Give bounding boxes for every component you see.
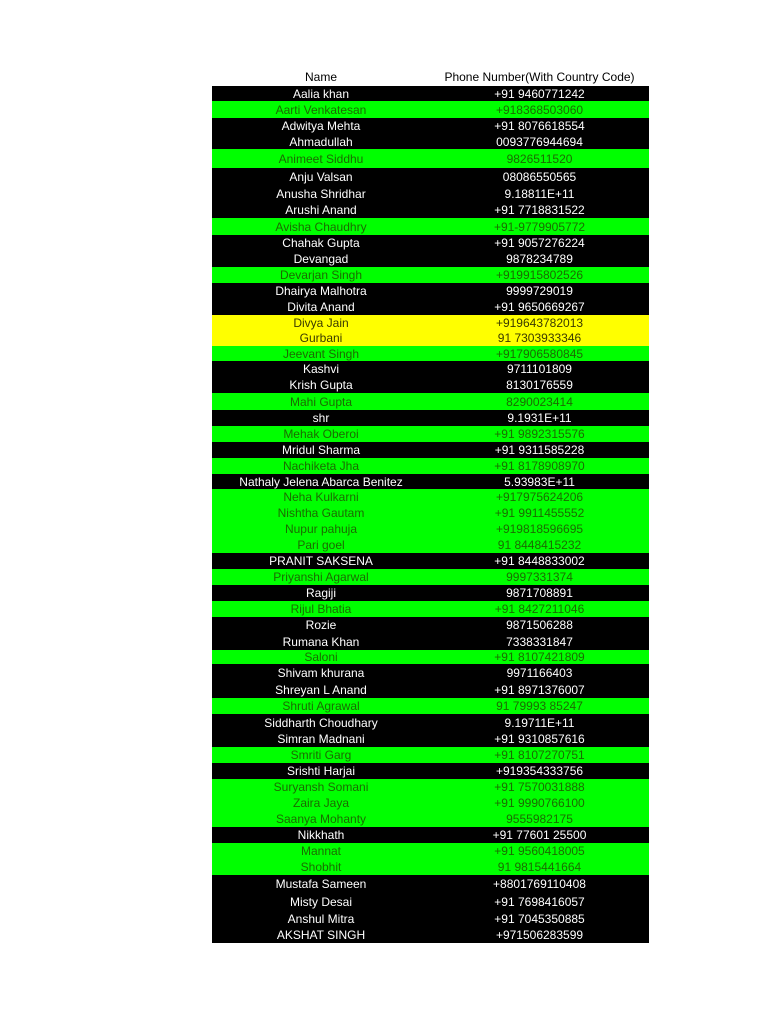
phone-number-cell: +91 7570031888 [494,780,585,794]
table-row [212,521,649,537]
phone-number-cell: 0093776944694 [496,134,583,149]
table-row [212,267,649,283]
phone-number-cell: +91 8076618554 [494,119,585,133]
contact-name-cell: Shreyan L Anand [275,683,367,697]
table-row [212,617,649,633]
phone-number-cell: +91 8107421809 [494,650,585,664]
table-row [212,553,649,569]
table-row [212,489,649,505]
contact-name-cell: Rumana Khan [282,634,360,649]
phone-number-cell: 9971166403 [506,666,573,680]
table-row [212,927,649,943]
phone-number-cell: +91 8448833002 [494,554,585,568]
table-row [212,747,649,763]
contact-name-cell: Krish Gupta [289,378,353,392]
phone-number-cell: +919643782013 [495,315,584,330]
table-row [212,795,649,811]
contact-name-cell: Aarti Venkatesan [275,102,367,117]
phone-number-cell: 9.18811E+11 [504,187,575,201]
phone-number-cell: +91 9911455552 [494,506,585,520]
contact-name-cell: Saanya Mohanty [275,812,367,826]
contact-name-cell: Simran Madnani [277,732,365,746]
contact-name-cell: Jeevant Singh [282,346,360,361]
contact-name-cell: Dhairya Malhotra [275,284,367,298]
table-row [212,235,649,251]
table-row [212,393,649,410]
phone-number-cell: 7338331847 [506,634,573,649]
table-row [212,168,649,186]
contact-name-cell: Avisha Chaudhry [275,219,367,234]
table-row [212,186,649,202]
contact-name-cell: Zaira Jaya [292,796,350,810]
table-row [212,569,649,585]
phone-number-cell: +91 9460771242 [494,86,585,101]
table-row [212,585,649,601]
phone-number-cell: 9.19711E+11 [504,715,575,730]
table-row [212,811,649,827]
contact-name-cell: Srishti Harjai [286,764,355,778]
table-row [212,664,649,682]
contact-name-cell: Nishtha Gautam [277,506,365,520]
phone-number-cell: +918368503060 [495,102,584,117]
phone-number-cell: +8801769110408 [493,876,586,891]
phone-number-cell: +91 9057276224 [494,236,585,250]
table-row [212,101,649,118]
table-row [212,763,649,779]
contact-name-cell: Gurbani [299,331,343,345]
contact-name-cell: Misty Desai [289,894,352,909]
contact-name-cell: Rijul Bhatia [290,602,352,616]
contact-name-cell: Aalia khan [292,86,350,101]
contact-name-cell: PRANIT SAKSENA [269,554,373,568]
phone-number-cell: 91 7303933346 [497,331,582,345]
contact-name-cell: Pari goel [297,538,345,552]
table-row [212,218,649,235]
table-row [212,315,649,330]
table-row [212,251,649,267]
phone-number-cell: +91 8178908970 [494,459,585,473]
contact-name-cell: Nupur pahuja [284,522,358,536]
table-row [212,875,649,892]
phone-number-cell: +91 9650669267 [494,300,585,314]
phone-number-cell: 91 8448415232 [497,538,582,552]
contact-name-cell: Shivam khurana [277,666,365,680]
contact-name-cell: Animeet Siddhu [278,151,364,166]
table-row [212,458,649,474]
contact-name-cell: Nathaly Jelena Abarca Benitez [239,474,403,489]
phone-number-cell: 9871506288 [506,618,573,632]
contact-name-cell: Devangad [293,252,349,266]
contact-name-cell: Ahmadullah [289,134,353,149]
phone-number-cell: 9711101809 [507,362,572,376]
contact-name-cell: Ragiji [305,586,336,600]
table-row [212,330,649,346]
table-row [212,698,649,714]
contact-name-cell: Adwitya Mehta [281,119,361,133]
contact-name-cell: Anshul Mitra [287,912,355,926]
phone-number-cell: 9555982175 [506,812,573,826]
table-row [212,682,649,698]
phone-number-cell: 9871708891 [506,586,573,600]
table-row [212,149,649,168]
contact-name-cell: Suryansh Somani [273,780,369,794]
contact-name-cell: AKSHAT SINGH [276,928,366,942]
phone-column-header: Phone Number(With Country Code) [444,70,635,84]
table-row [212,474,649,489]
contact-name-cell: Rozie [305,618,337,632]
contact-name-cell: Siddharth Choudhary [264,715,378,730]
table-row [212,134,649,149]
phone-number-cell: +91 9310857616 [494,732,585,746]
contact-name-cell: Anusha Shridhar [276,187,366,201]
contact-name-cell: Smriti Garg [290,748,352,762]
contact-name-cell: Divya Jain [293,315,349,330]
table-row [212,377,649,393]
contact-name-cell: Mustafa Sameen [275,876,367,891]
table-row [212,859,649,875]
contact-name-cell: Shobhit [300,860,342,874]
table-row [212,410,649,426]
phone-number-cell: 9878234789 [506,252,573,266]
contact-name-cell: Saloni [304,650,338,664]
phone-number-cell: 9997331374 [506,570,573,584]
phone-number-cell: +919354333756 [495,764,584,778]
phone-number-cell: 9999729019 [506,284,573,298]
contact-name-cell: Neha Kulkarni [283,490,359,504]
phone-number-cell: +91 7045350885 [494,912,585,926]
table-row [212,650,649,664]
table-row [212,86,649,101]
contact-name-cell: Mehak Oberoi [283,427,359,441]
phone-number-cell: 8290023414 [506,394,573,409]
phone-number-cell: 91 79993 85247 [496,699,583,713]
contact-name-cell: Anju Valsan [289,170,353,184]
table-header [212,69,649,86]
table-row [212,714,649,731]
table-row [212,731,649,747]
phone-number-cell: +91 77601 25500 [492,828,587,842]
phone-number-cell: +91-9779905772 [493,219,586,234]
table-row [212,202,649,218]
table-row [212,299,649,315]
table-row [212,633,649,650]
phone-number-cell: 91 9815441664 [497,860,582,874]
contact-name-cell: Mridul Sharma [281,443,361,457]
phone-number-cell: 9.1931E+11 [507,411,572,425]
phone-number-cell: 8130176559 [506,378,573,392]
phone-number-cell: +91 7718831522 [494,203,585,217]
contact-name-cell: Shruti Agrawal [282,699,360,713]
phone-number-cell: +91 8971376007 [494,683,585,697]
table-body [212,86,649,943]
contact-name-cell: Priyanshi Agarwal [273,570,369,584]
table-row [212,505,649,521]
contact-name-cell: Nikkhath [297,828,345,842]
contact-name-cell: Divita Anand [287,300,355,314]
phone-number-cell: 08086550565 [502,170,577,184]
contact-name-cell: Devarjan Singh [279,268,363,282]
contact-name-cell: Chahak Gupta [282,236,360,250]
table-row [212,118,649,134]
table-row [212,346,649,361]
contact-name-cell: shr [312,411,330,425]
table-row [212,361,649,377]
contact-name-cell: Mahi Gupta [289,394,353,409]
phone-number-cell: +919915802526 [495,268,584,282]
table-row [212,843,649,859]
phone-number-cell: +91 9990766100 [494,796,585,810]
contact-name-cell: Arushi Anand [285,203,357,217]
table-row [212,892,649,911]
table-row [212,911,649,927]
table-row [212,426,649,442]
phone-number-cell: +917906580845 [495,346,584,361]
table-row [212,283,649,299]
table-row [212,827,649,843]
phone-number-cell: +91 7698416057 [494,894,585,909]
phone-number-cell: +919818596695 [495,522,584,536]
contact-name-cell: Kashvi [302,362,340,376]
phone-number-cell: +91 9560418005 [494,844,585,858]
phone-number-cell: 5.93983E+11 [504,474,575,489]
phone-number-cell: +91 9311585228 [494,443,585,457]
table-row [212,537,649,553]
phone-number-cell: +917975624206 [495,490,584,504]
phone-number-cell: +91 8427211046 [494,602,585,616]
table-row [212,442,649,458]
name-column-header: Name [304,70,337,84]
table-row [212,779,649,795]
phone-number-cell: 9826511520 [506,151,573,166]
table-row [212,601,649,617]
phone-number-cell: +91 9892315576 [494,427,585,441]
phone-number-cell: +91 8107270751 [494,748,585,762]
contact-name-cell: Nachiketa Jha [282,459,360,473]
phone-number-cell: +971506283599 [495,928,584,942]
contact-name-cell: Mannat [300,844,342,858]
